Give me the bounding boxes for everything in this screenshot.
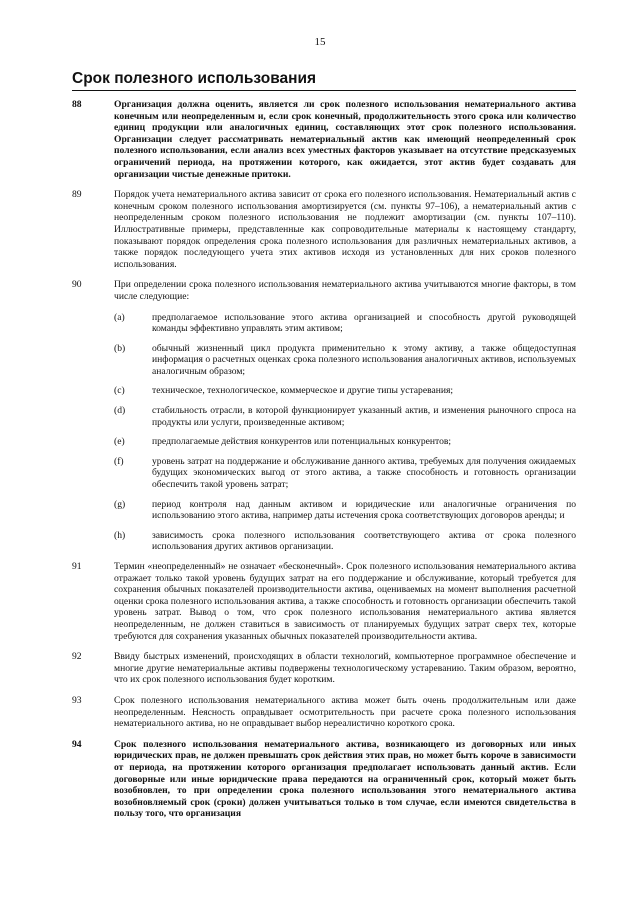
paragraph-92 xyxy=(72,651,576,686)
list-item-text: обычный жизненный цикл продукта применительно к этому активу, а также общедоступная информация о расчетных оценках срока полезного использования аналогичных активов, используемых аналогичным образом; xyxy=(152,342,576,377)
paragraph-number: 90 xyxy=(72,279,82,291)
list-item-label: (h) xyxy=(114,529,126,541)
paragraph-text: Ввиду быстрых изменений, происходящих в области технологий, компьютерное программное обеспечение и многие другие нематериальные активы подвержены технологическому устареванию. Таким образом, вероятно, что их срок полезного использования будет коротким. xyxy=(114,651,576,686)
paragraph-number: 93 xyxy=(72,694,82,706)
paragraph-text: Срок полезного использования нематериального актива может быть очень продолжительным или даже неопределенным. Неясность оправдывает осмотрительность при расчете срока полезного использования нематериального актива, но не оправдывает выбор нереалистично короткого срока. xyxy=(114,694,576,730)
paragraph-text: Термин «неопределенный» не означает «бесконечный». Срок полезного использования нематериального актива отражает только такой уровень будущих затрат на его поддержание и обслуживание, который требуется для сохранения обычных показателей производительности актива, оцениваемых на момент выполнения расчетной оценки срока полезного использования актива, а также способность и готовность организации обеспечить такой уровень затрат. Вывод о том, что срок полезного использования нематериального актива является неопределенным, не должен ставиться в зависимость от планируемых будущих затрат сверх тех, которые требуются для сохранения указанных обычных показателей производительности актива. xyxy=(114,561,576,642)
list-item xyxy=(114,499,576,522)
paragraph-90 xyxy=(72,279,576,302)
paragraph-number: 89 xyxy=(72,189,82,201)
list-item-label: (c) xyxy=(114,385,125,397)
list-item-text: уровень затрат на поддержание и обслуживание данного актива, требуемых для получения ожидаемых будущих экономических выгод от этого актива, а также способность и готовность организации обеспечить такой уровень затрат; xyxy=(152,455,576,491)
paragraph-number: 91 xyxy=(72,561,82,572)
list-item-label: (e) xyxy=(114,436,125,448)
list-item-label: (a) xyxy=(114,311,125,323)
list-item-label: (g) xyxy=(114,498,126,510)
paragraph-number: 88 xyxy=(72,99,82,110)
list-item-text: техническое, технологическое, коммерческое и другие типы устаревания; xyxy=(152,385,454,397)
paragraph-94 xyxy=(72,739,576,820)
list-item-label: (b) xyxy=(114,342,126,354)
list-item xyxy=(114,530,576,553)
page-number: 15 xyxy=(314,36,326,48)
paragraph-89 xyxy=(72,189,576,270)
list-item-text: предполагаемое использование этого актива организацией и способность другой руководящей команды эффективно управлять этим активом; xyxy=(152,311,576,335)
list-item-text: период контроля над данным активом и юридические или аналогичные ограничения по использованию этого актива, например даты истечения срока соответствующих договоров аренды; и xyxy=(152,498,576,522)
paragraph-93 xyxy=(72,695,576,730)
list-item-label: (f) xyxy=(114,455,124,467)
paragraph-number: 92 xyxy=(72,651,82,663)
list-item-label: (d) xyxy=(114,405,126,417)
list-item-text: предполагаемые действия конкурентов или потенциальных конкурентов; xyxy=(152,436,452,448)
list-item xyxy=(114,405,576,428)
list-item xyxy=(114,385,576,397)
paragraph-number: 94 xyxy=(72,738,82,750)
paragraph-91 xyxy=(72,561,576,642)
list-item xyxy=(114,456,576,491)
document-body xyxy=(72,99,576,829)
list-item xyxy=(114,343,576,378)
list-item xyxy=(114,312,576,335)
paragraph-88 xyxy=(72,99,576,180)
list-item xyxy=(114,436,576,448)
paragraph-text: Срок полезного использования нематериального актива, возникающего из договорных или иных юридических прав, не должен превышать срок действия этих прав, но может быть короче в зависимости от периода, на протяжении которого организация предполагает использовать данный актив. Если договорные или иные юридические права передаются на ограниченный срок, который может быть возобновлен, то при определении срока полезного использования этого нематериального актива возобновляемый срок (сроки) должен учитываться только в том случае, если имеются свидетельства в пользу того, что организация xyxy=(114,738,576,820)
list-item-text: зависимость срока полезного использования соответствующего актива от срока полезного использования других активов организации. xyxy=(152,529,576,553)
paragraph-text: При определении срока полезного использования нематериального актива учитываются многие факторы, в том числе следующие: xyxy=(114,279,576,302)
list-item-text: стабильность отрасли, в которой функционирует указанный актив, и изменения рыночного спроса на продукты или услуги, произведенные активом; xyxy=(152,405,576,428)
section-heading: Срок полезного использования xyxy=(72,70,576,91)
paragraph-text: Организация должна оценить, является ли срок полезного использования нематериального актива конечным или неопределенным и, если срок конечный, продолжительность этого срока или количество единиц продукции или аналогичных единиц, составляющих этот срок полезного использования. Организации следует рассматривать нематериальный актив как имеющий неопределенный срок полезного использования, если анализ всех уместных факторов указывает на отсутствие предсказуемых ограничений периода, на протяжении которого, как ожидается, этот актив будет создавать для организации чистые денежные притоки. xyxy=(114,99,576,180)
paragraph-text: Порядок учета нематериального актива зависит от срока его полезного использования. Нематериальный актив с конечным сроком полезного использования амортизируется (см. пункты 97–106), а нематериальный актив с неопределенным сроком полезного использования не подлежит амортизации (см. пункты 107–110). Иллюстративные примеры, представленные как сопроводительные материалы к настоящему стандарту, показывают порядок определения срока полезного использования для различных нематериальных активов, а также порядок последующего учета этих активов исходя из установленных для них сроков полезного использования. xyxy=(114,189,576,270)
